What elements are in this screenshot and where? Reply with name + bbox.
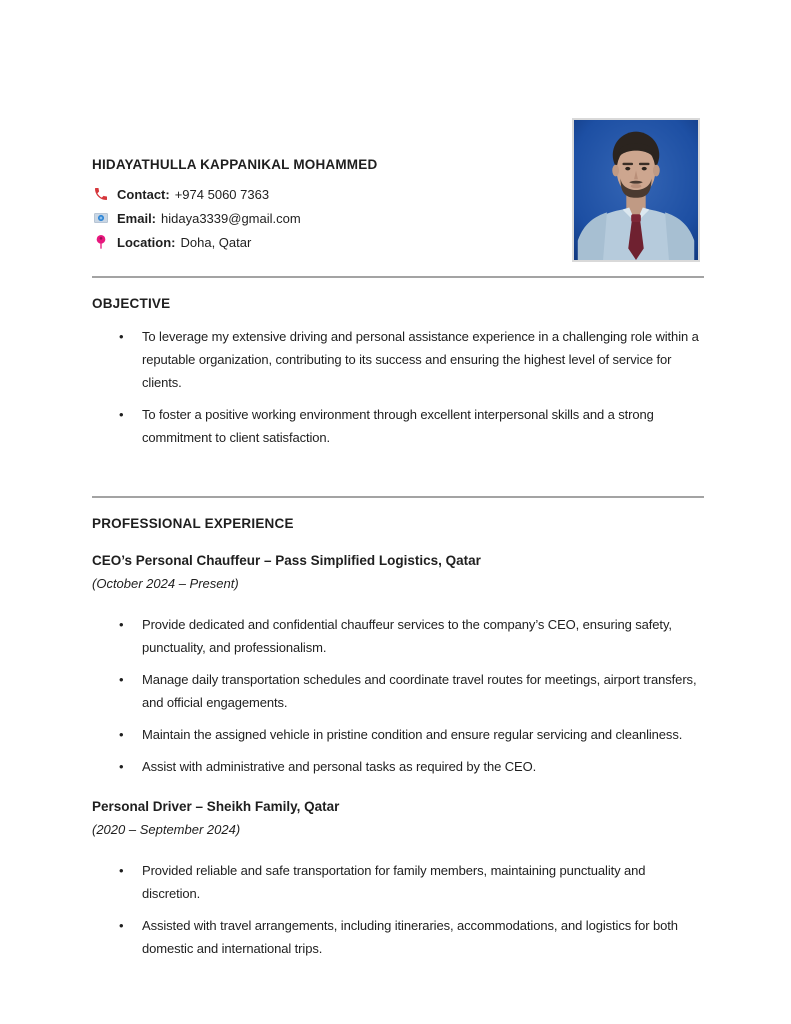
job-title: CEO’s Personal Chauffeur – Pass Simplified Logistics, Qatar — [92, 553, 481, 568]
contact-label: Contact: — [117, 186, 170, 202]
location-pin-icon — [92, 234, 109, 251]
section-divider — [92, 276, 704, 278]
job-bullet: • Manage daily transportation schedules and coordinate travel routes for meetings, airport transfers, and official engagements. — [92, 668, 704, 714]
section-title-objective: OBJECTIVE — [92, 296, 171, 311]
objective-bullet-list — [92, 325, 704, 449]
contact-row-phone — [92, 182, 704, 206]
email-label: Email: — [117, 210, 157, 226]
candidate-name: HIDAYATHULLA KAPPANIKAL MOHAMMED — [92, 157, 378, 172]
section-divider — [92, 496, 704, 498]
job-bullet: • Maintain the assigned vehicle in pristine condition and ensure regular servicing and cleanliness. — [92, 723, 704, 746]
job-bullet: • Assist with administrative and personal tasks as required by the CEO. — [92, 755, 704, 778]
job-dates: (October 2024 – Present) — [92, 576, 239, 591]
job-bullet: • Provide dedicated and confidential chauffeur services to the company’s CEO, ensuring safety, punctuality, and professionalism. — [92, 613, 704, 659]
email-icon — [92, 210, 109, 227]
section-title-experience: PROFESSIONAL EXPERIENCE — [92, 516, 294, 531]
job-bullet-list — [92, 613, 704, 778]
objective-bullet: • To leverage my extensive driving and personal assistance experience in a challenging role within a reputable organization, contributing to its success and ensuring the highest level of service for clients. — [92, 325, 704, 394]
job-title: Personal Driver – Sheikh Family, Qatar — [92, 799, 340, 814]
job-bullet: • Provided reliable and safe transportation for family members, maintaining punctuality and discretion. — [92, 859, 704, 905]
email-value: hidaya3339@gmail.com — [161, 210, 301, 226]
contact-row-location — [92, 230, 704, 254]
location-label: Location: — [117, 234, 176, 250]
job-bullet-list — [92, 859, 704, 960]
objective-bullet: • To foster a positive working environment through excellent interpersonal skills and a strong commitment to client satisfaction. — [92, 403, 704, 449]
location-value: Doha, Qatar — [180, 234, 252, 250]
job-dates: (2020 – September 2024) — [92, 822, 241, 837]
contact-row-email — [92, 206, 704, 230]
spacer — [92, 458, 704, 475]
job-bullet: • Assisted with travel arrangements, including itineraries, accommodations, and logistics for both domestic and international trips. — [92, 914, 704, 960]
phone-icon — [92, 186, 109, 203]
resume-content — [92, 156, 704, 969]
contact-value: +974 5060 7363 — [174, 186, 270, 202]
